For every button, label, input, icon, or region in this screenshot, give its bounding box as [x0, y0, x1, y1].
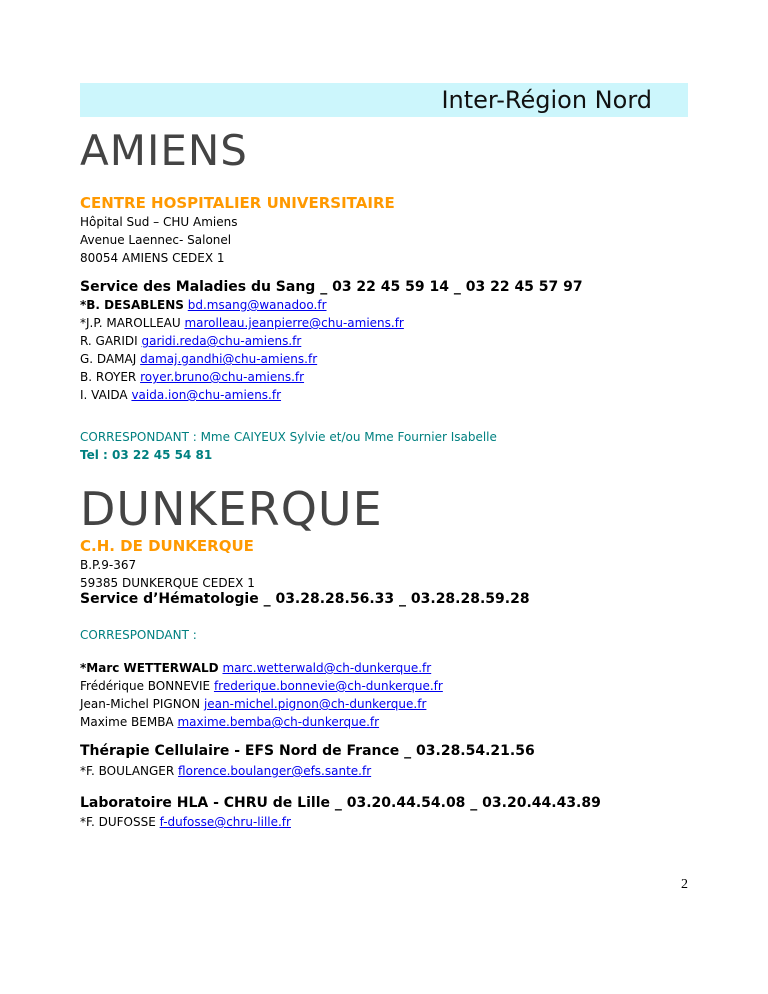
- therapy-section-title: Thérapie Cellulaire - EFS Nord de France _ 03.28.54.21.56: [80, 743, 535, 759]
- contact-row: [80, 762, 371, 780]
- contact-name: *B. DESABLENS: [80, 298, 184, 312]
- institution-amiens: CENTRE HOSPITALIER UNIVERSITAIRE: [80, 194, 395, 212]
- contact-row: [80, 314, 404, 332]
- contact-email-link[interactable]: damaj.gandhi@chu-amiens.fr: [140, 352, 318, 366]
- contact-email-link[interactable]: frederique.bonnevie@ch-dunkerque.fr: [213, 679, 443, 693]
- correspondent-tel-amiens: Tel : 03 22 45 54 81: [80, 448, 213, 462]
- correspondent-amiens: CORRESPONDANT : Mme CAIYEUX Sylvie et/ou Mme Fournier Isabelle: [80, 430, 497, 444]
- contact-row: [80, 350, 317, 368]
- address-line: Hôpital Sud – CHU Amiens: [80, 215, 238, 229]
- service-amiens: Service des Maladies du Sang _ 03 22 45 59 14 _ 03 22 45 57 97: [80, 279, 583, 295]
- contact-row: [80, 386, 281, 404]
- contact-email-link[interactable]: marolleau.jeanpierre@chu-amiens.fr: [184, 316, 404, 330]
- region-banner: [80, 83, 688, 117]
- contact-email-link[interactable]: garidi.reda@chu-amiens.fr: [141, 334, 302, 348]
- institution-dunkerque: C.H. DE DUNKERQUE: [80, 537, 254, 555]
- contact-row: [80, 695, 426, 713]
- service-dunkerque: Service d’Hématologie _ 03.28.28.56.33 _ 03.28.28.59.28: [80, 591, 530, 607]
- city-heading-amiens: AMIENS: [80, 126, 248, 175]
- contact-row: [80, 677, 443, 695]
- contact-name: I. VAIDA: [80, 388, 128, 402]
- contact-name: *J.P. MAROLLEAU: [80, 316, 181, 330]
- contact-row: [80, 713, 379, 731]
- contact-email-link[interactable]: marc.wetterwald@ch-dunkerque.fr: [222, 661, 432, 675]
- contact-row: [80, 813, 291, 831]
- page-number: 2: [681, 877, 688, 892]
- contact-email-link[interactable]: vaida.ion@chu-amiens.fr: [131, 388, 282, 402]
- city-heading-dunkerque: DUNKERQUE: [80, 482, 383, 536]
- contact-email-link[interactable]: jean-michel.pignon@ch-dunkerque.fr: [203, 697, 427, 711]
- contact-email-link[interactable]: royer.bruno@chu-amiens.fr: [140, 370, 305, 384]
- address-line: Avenue Laennec- Salonel: [80, 233, 232, 247]
- contact-name: B. ROYER: [80, 370, 137, 384]
- correspondent-dunkerque: CORRESPONDANT :: [80, 628, 197, 642]
- contact-email-link[interactable]: f-dufosse@chru-lille.fr: [159, 815, 291, 829]
- address-line: 59385 DUNKERQUE CEDEX 1: [80, 576, 255, 590]
- contact-row: [80, 332, 301, 350]
- contact-row: [80, 368, 304, 386]
- contact-email-link[interactable]: bd.msang@wanadoo.fr: [187, 298, 327, 312]
- contact-name: R. GARIDI: [80, 334, 138, 348]
- hla-section-title: Laboratoire HLA - CHRU de Lille _ 03.20.44.54.08 _ 03.20.44.43.89: [80, 795, 601, 811]
- contact-name: G. DAMAJ: [80, 352, 137, 366]
- contact-name: Frédérique BONNEVIE: [80, 679, 211, 693]
- contact-email-link[interactable]: florence.boulanger@efs.sante.fr: [178, 764, 372, 778]
- contact-row: [80, 659, 431, 677]
- contact-email-link[interactable]: maxime.bemba@ch-dunkerque.fr: [177, 715, 380, 729]
- contact-name: Jean-Michel PIGNON: [80, 697, 201, 711]
- contact-name: *F. BOULANGER: [80, 764, 175, 778]
- contact-row: [80, 296, 327, 314]
- address-line: 80054 AMIENS CEDEX 1: [80, 251, 225, 265]
- contact-name: *F. DUFOSSE: [80, 815, 156, 829]
- address-line: B.P.9-367: [80, 558, 137, 572]
- contact-name: *Marc WETTERWALD: [80, 661, 219, 675]
- contact-name: Maxime BEMBA: [80, 715, 174, 729]
- region-title: Inter-Région Nord: [441, 86, 652, 114]
